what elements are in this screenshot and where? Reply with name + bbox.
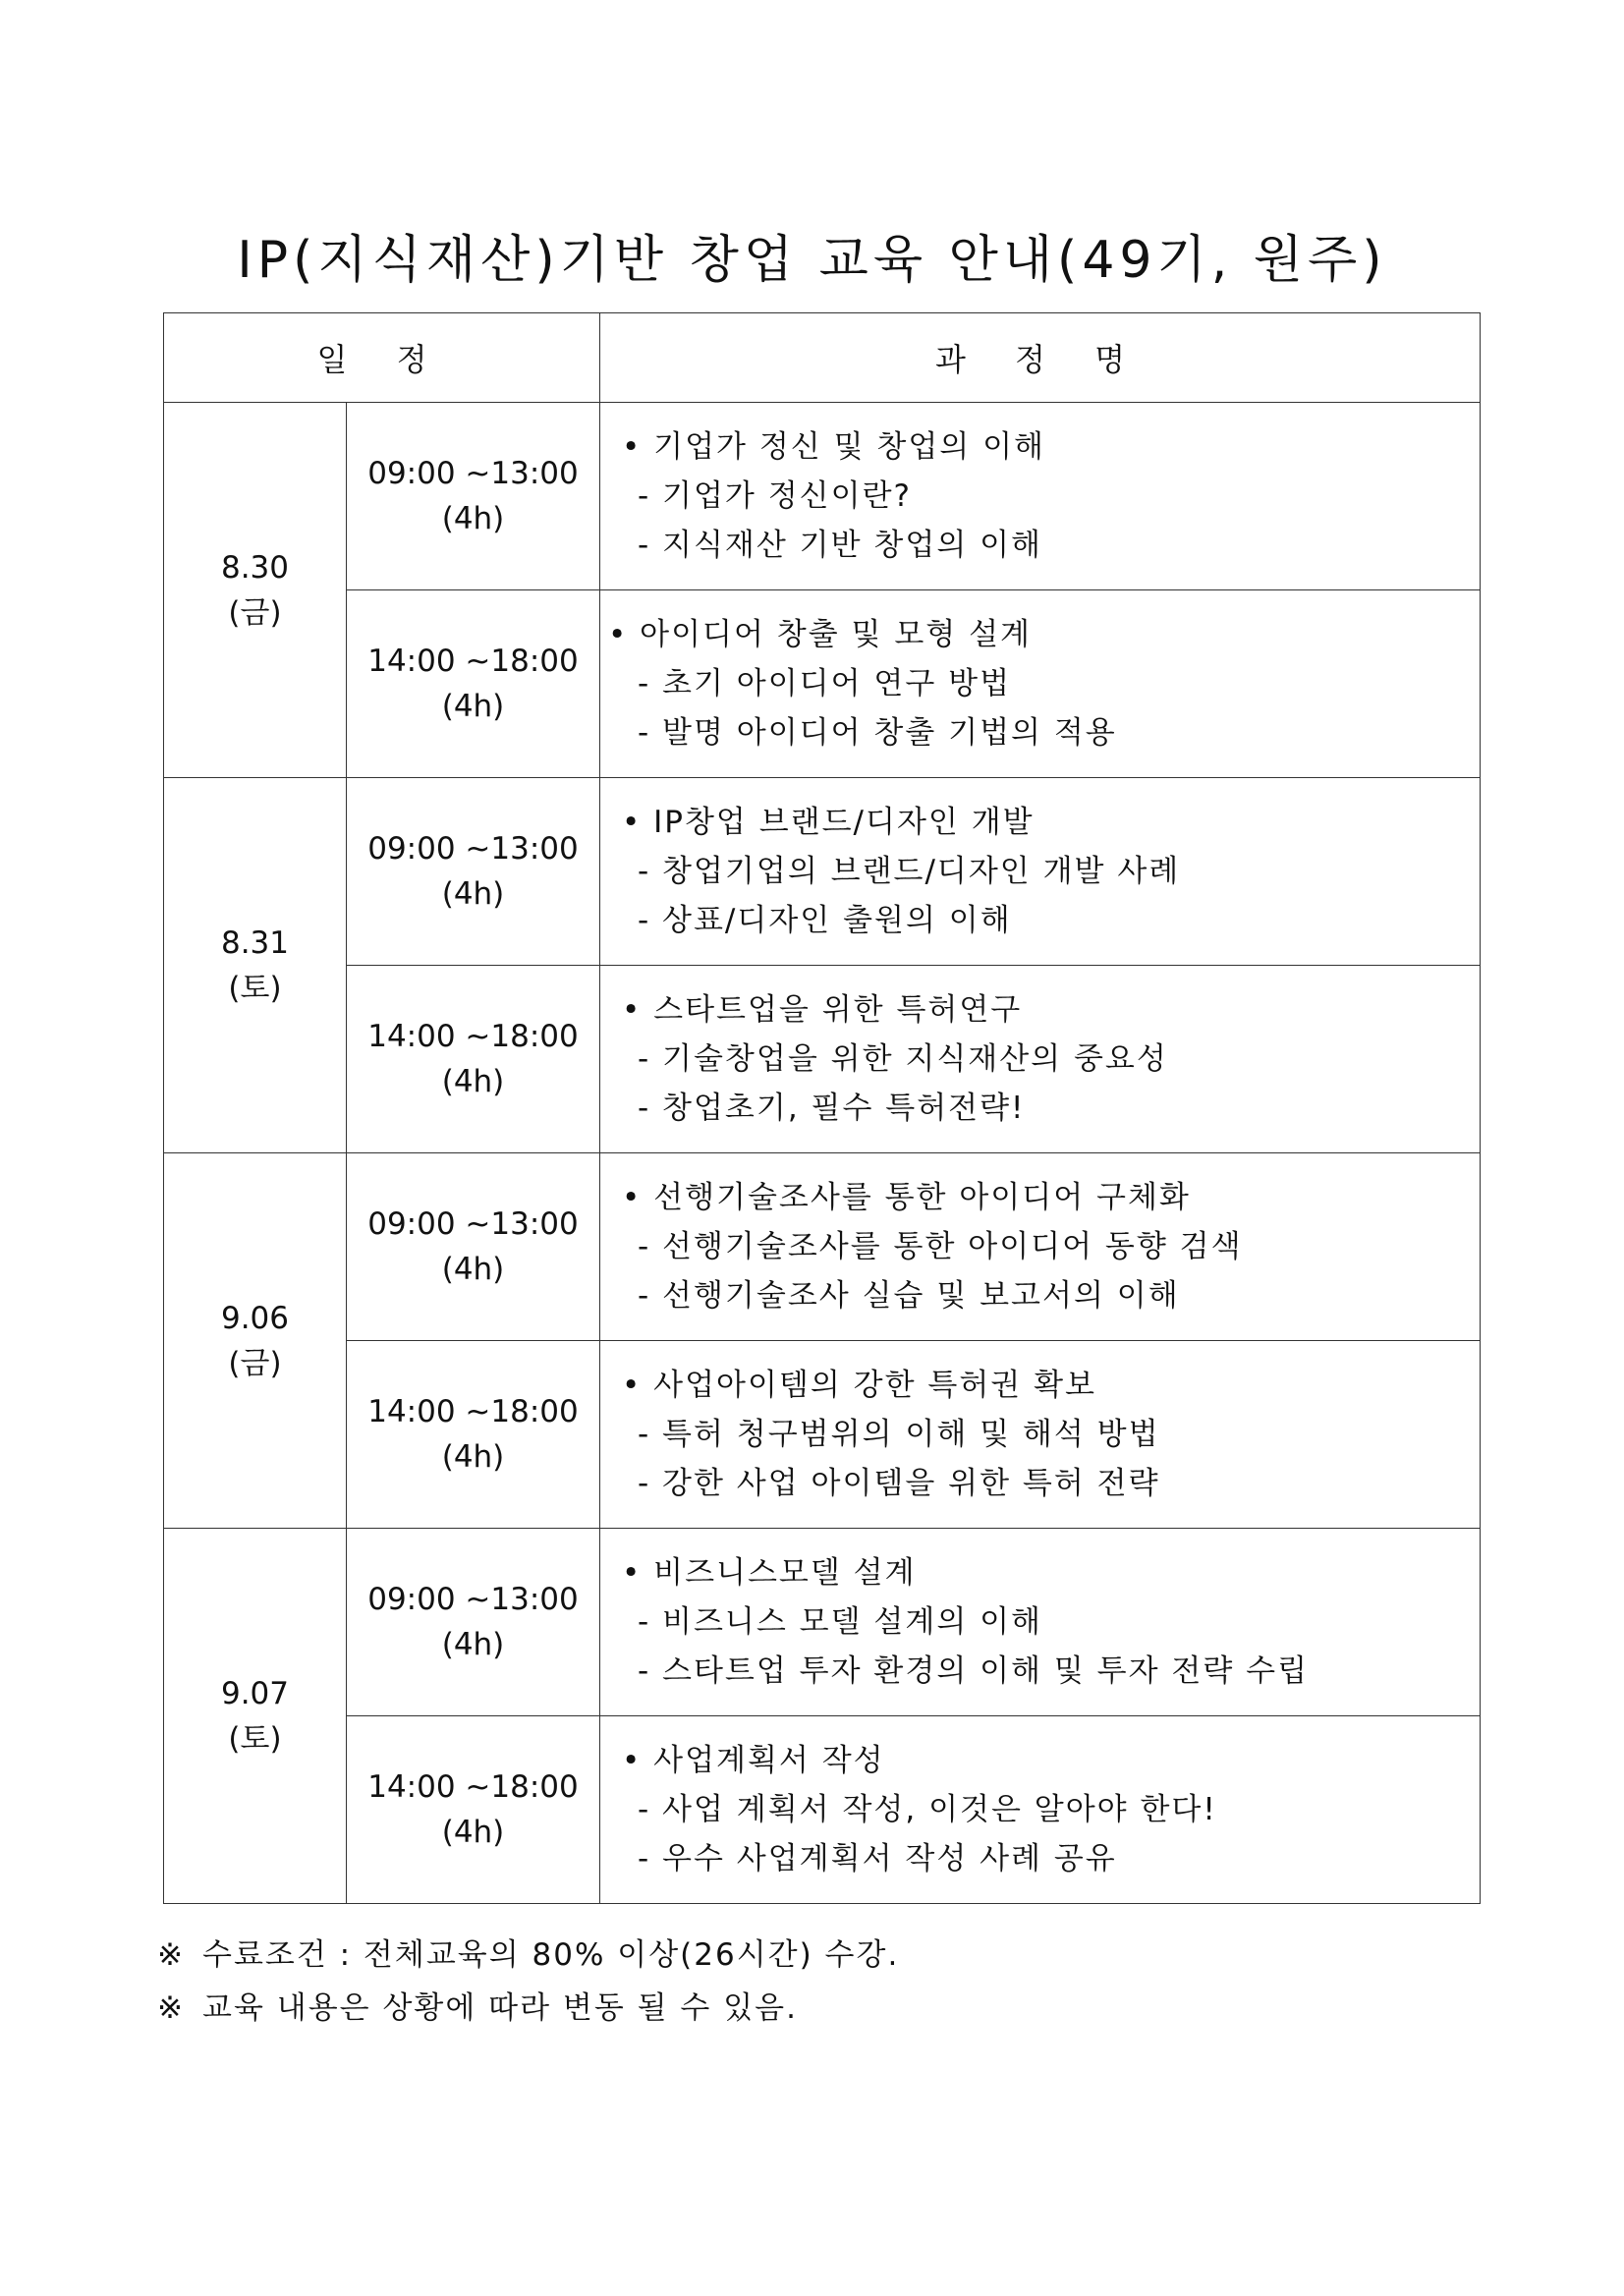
- course-subtopic: - 스타트업 투자 환경의 이해 및 투자 전략 수립: [638, 1653, 1310, 1689]
- weekday-label: (금): [228, 594, 282, 631]
- note-text: 수료조건 : 전체교육의 80% 이상(26시간) 수강.: [202, 1937, 900, 1973]
- course-subtopic: - 발명 아이디어 창출 기법의 적용: [638, 715, 1117, 751]
- course-subtopic: - 비즈니스 모델 설계의 이해: [638, 1604, 1043, 1640]
- time-range: 09:00 ~13:00: [367, 1582, 579, 1617]
- course-subtopic: - 특허 청구범위의 이해 및 해석 방법: [638, 1417, 1160, 1452]
- course-subtopic: - 기업가 정신이란?: [638, 478, 912, 514]
- duration-label: (4h): [441, 689, 505, 724]
- time-cell: [347, 1529, 600, 1716]
- date-label: 9.06: [220, 1300, 290, 1336]
- course-content-cell: [600, 966, 1481, 1153]
- date-cell: [164, 1529, 347, 1904]
- completion-requirement-note: [157, 1929, 899, 1982]
- course-subtopic: - 사업 계획서 작성, 이것은 알아야 한다!: [638, 1792, 1217, 1827]
- duration-label: (4h): [441, 876, 505, 912]
- duration-label: (4h): [441, 1252, 505, 1287]
- reference-mark-icon: ※: [157, 1937, 185, 1973]
- table-row: [164, 1529, 1481, 1716]
- table-row: [164, 966, 1481, 1153]
- course-topic: • 기업가 정신 및 창업의 이해: [622, 429, 1045, 465]
- course-content-cell: [600, 778, 1481, 966]
- course-topic: • 사업계획서 작성: [622, 1743, 885, 1778]
- course-subtopic: - 지식재산 기반 창업의 이해: [638, 528, 1043, 563]
- course-topic: • 비즈니스모델 설계: [622, 1555, 917, 1591]
- course-subtopic: - 기술창업을 위한 지식재산의 중요성: [638, 1041, 1168, 1077]
- course-subtopic: - 선행기술조사 실습 및 보고서의 이해: [638, 1278, 1180, 1314]
- schedule-table: [163, 312, 1481, 1904]
- table-row: [164, 403, 1481, 590]
- date-label: 9.07: [220, 1675, 290, 1711]
- course-subtopic: - 강한 사업 아이템을 위한 특허 전략: [638, 1466, 1160, 1501]
- schedule-change-note: [157, 1982, 899, 2035]
- notes-section: [157, 1929, 899, 2035]
- time-range: 14:00 ~18:00: [367, 1019, 579, 1054]
- duration-label: (4h): [441, 1064, 505, 1099]
- time-cell: [347, 778, 600, 966]
- time-range: 09:00 ~13:00: [367, 1206, 579, 1242]
- table-row: [164, 1341, 1481, 1529]
- time-cell: [347, 590, 600, 778]
- table-row: [164, 1153, 1481, 1341]
- duration-label: (4h): [441, 1439, 505, 1475]
- time-cell: [347, 1341, 600, 1529]
- date-cell: [164, 403, 347, 778]
- course-subtopic: - 창업기업의 브랜드/디자인 개발 사례: [638, 854, 1181, 889]
- date-label: 8.31: [220, 924, 290, 961]
- duration-label: (4h): [441, 1627, 505, 1662]
- weekday-label: (토): [228, 1720, 282, 1757]
- time-cell: [347, 1153, 600, 1341]
- time-cell: [347, 1716, 600, 1904]
- course-content-cell: [600, 1153, 1481, 1341]
- date-cell: [164, 778, 347, 1153]
- course-topic: • 스타트업을 위한 특허연구: [622, 992, 1023, 1028]
- course-subtopic: - 창업초기, 필수 특허전략!: [638, 1091, 1026, 1126]
- table-row: [164, 778, 1481, 966]
- note-text: 교육 내용은 상황에 따라 변동 될 수 있음.: [202, 1990, 798, 2026]
- time-cell: [347, 403, 600, 590]
- course-topic: • 아이디어 창출 및 모형 설계: [608, 617, 1032, 652]
- course-subtopic: - 초기 아이디어 연구 방법: [638, 666, 1012, 701]
- date-label: 8.30: [220, 549, 290, 586]
- course-column-header: 과 정 명: [600, 313, 1481, 403]
- course-subtopic: - 선행기술조사를 통한 아이디어 동향 검색: [638, 1229, 1243, 1264]
- time-cell: [347, 966, 600, 1153]
- time-range: 14:00 ~18:00: [367, 1394, 579, 1429]
- weekday-label: (토): [228, 970, 282, 1006]
- weekday-label: (금): [228, 1345, 282, 1381]
- course-content-cell: [600, 1341, 1481, 1529]
- table-header-row: [164, 313, 1481, 403]
- course-topic: • IP창업 브랜드/디자인 개발: [622, 805, 1035, 840]
- course-content-cell: [600, 590, 1481, 778]
- date-cell: [164, 1153, 347, 1529]
- duration-label: (4h): [441, 501, 505, 536]
- time-range: 09:00 ~13:00: [367, 456, 579, 491]
- course-subtopic: - 상표/디자인 출원의 이해: [638, 903, 1012, 938]
- course-content-cell: [600, 1716, 1481, 1904]
- time-range: 09:00 ~13:00: [367, 831, 579, 867]
- course-subtopic: - 우수 사업계획서 작성 사례 공유: [638, 1841, 1117, 1876]
- time-range: 14:00 ~18:00: [367, 644, 579, 679]
- time-range: 14:00 ~18:00: [367, 1769, 579, 1805]
- course-content-cell: [600, 403, 1481, 590]
- page-title: IP(지식재산)기반 창업 교육 안내(49기, 원주): [237, 231, 1387, 290]
- reference-mark-icon: ※: [157, 1990, 185, 2026]
- table-row: [164, 590, 1481, 778]
- schedule-column-header: 일 정: [164, 313, 600, 403]
- course-topic: • 사업아이템의 강한 특허권 확보: [622, 1368, 1096, 1403]
- table-row: [164, 1716, 1481, 1904]
- course-topic: • 선행기술조사를 통한 아이디어 구체화: [622, 1180, 1191, 1215]
- course-content-cell: [600, 1529, 1481, 1716]
- duration-label: (4h): [441, 1815, 505, 1850]
